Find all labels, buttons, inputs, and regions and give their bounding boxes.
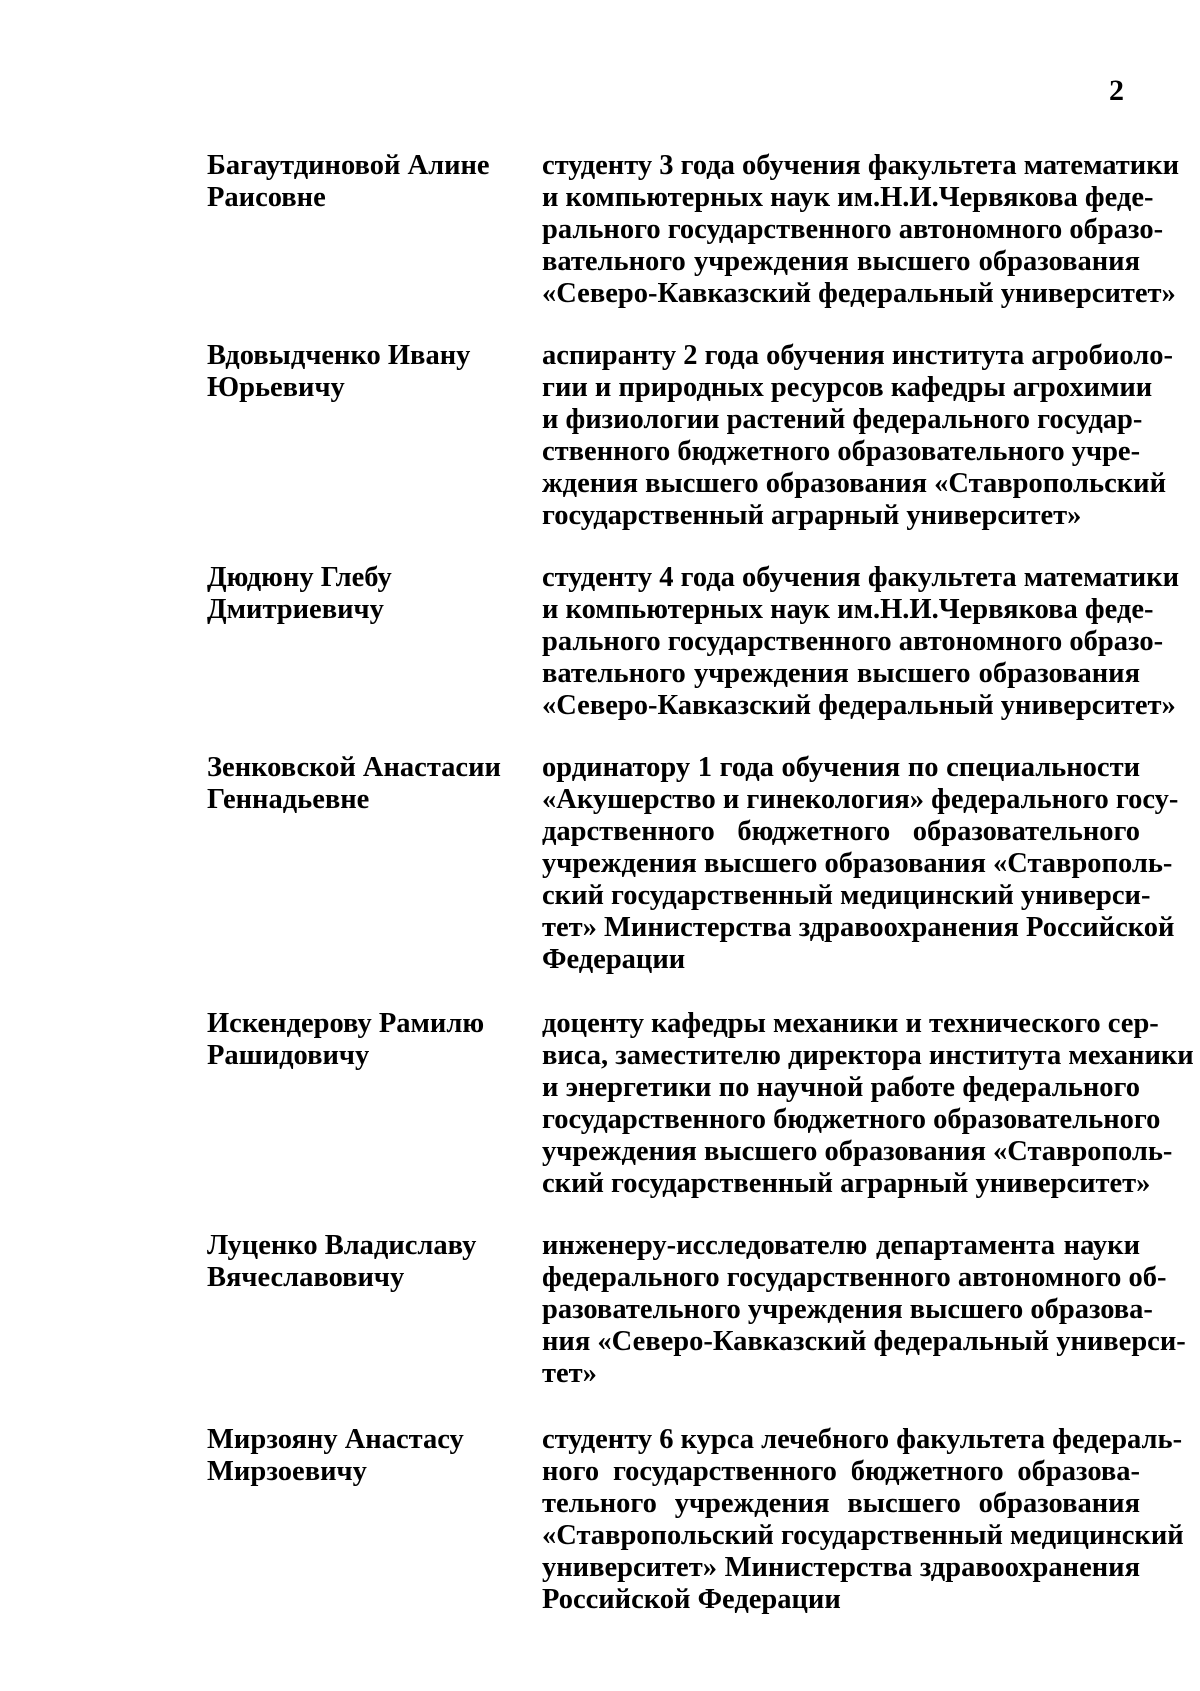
recipient-name-line: Мирзояну Анастасу [207, 1424, 464, 1455]
recipient-name-line: Мирзоевичу [207, 1456, 367, 1487]
description-line: рального государственного автономного образо- [542, 626, 1164, 657]
description-line: и компьютерных наук им.Н.И.Червякова феде- [542, 594, 1154, 625]
recipient-name-line: Дмитриевичу [207, 594, 384, 625]
description-line: государственного бюджетного образовательного [542, 1104, 1161, 1135]
description-line: студенту 4 года обучения факультета математики [542, 562, 1180, 593]
description-line: ординатору 1 года обучения по специальности [542, 752, 1140, 783]
description-line: Российской Федерации [542, 1584, 841, 1615]
description-line: инженеру-исследователю департамента науки [542, 1230, 1140, 1261]
recipient-name-line: Искендерову Рамилю [207, 1008, 485, 1039]
description-line: разовательного учреждения высшего образова- [542, 1294, 1153, 1325]
recipient-name [207, 340, 527, 404]
recipient-name [207, 1424, 527, 1488]
recipient-description [542, 340, 1173, 532]
recipient-name-line: Геннадьевне [207, 784, 370, 815]
description-line: учреждения высшего образования «Ставрополь- [542, 1136, 1173, 1167]
description-line: и физиологии растений федерального государ- [542, 404, 1143, 435]
page-number: 2 [1109, 74, 1124, 107]
description-line: студенту 6 курса лечебного факультета федераль- [542, 1424, 1183, 1455]
recipient-name-line: Раисовне [207, 182, 326, 213]
recipient-description [542, 150, 1180, 310]
recipient-name-line: Вячеславовичу [207, 1262, 405, 1293]
recipient-name [207, 752, 527, 816]
description-line: ждения высшего образования «Ставропольский [542, 468, 1166, 499]
description-line: виса, заместителю директора института механики [542, 1040, 1194, 1071]
description-line: тет» [542, 1358, 597, 1389]
description-line: университет» Министерства здравоохранения [542, 1552, 1140, 1583]
recipient-name-line: Вдовыдченко Ивану [207, 340, 471, 371]
recipient-name-line: Луценко Владиславу [207, 1230, 477, 1261]
description-line: федерального государственного автономного об- [542, 1262, 1167, 1293]
recipient-description [542, 1230, 1186, 1390]
description-line: «Северо-Кавказский федеральный университет» [542, 690, 1176, 721]
description-line: учреждения высшего образования «Ставрополь- [542, 848, 1173, 879]
description-line: государственный аграрный университет» [542, 500, 1082, 531]
recipient-description [542, 1008, 1194, 1200]
description-line: рального государственного автономного образо- [542, 214, 1164, 245]
description-line: тельного учреждения высшего образования [542, 1488, 1140, 1519]
description-line: ский государственный медицинский универси- [542, 880, 1151, 911]
recipient-description [542, 562, 1180, 722]
recipient-name [207, 1230, 527, 1294]
recipient-name-line: Юрьевичу [207, 372, 345, 403]
description-line: ский государственный аграрный университет» [542, 1168, 1151, 1199]
description-line: ственного бюджетного образовательного учре- [542, 436, 1141, 467]
recipient-name-line: Дюдюну Глебу [207, 562, 392, 593]
recipient-name [207, 150, 527, 214]
description-line: тет» Министерства здравоохранения Российской [542, 912, 1175, 943]
recipient-name-line: Багаутдиновой Алине [207, 150, 490, 181]
description-line: вательного учреждения высшего образования [542, 246, 1140, 277]
description-line: «Акушерство и гинекология» федерального госу- [542, 784, 1179, 815]
recipient-description [542, 1424, 1184, 1616]
description-line: и компьютерных наук им.Н.И.Червякова феде- [542, 182, 1154, 213]
description-line: студенту 3 года обучения факультета математики [542, 150, 1180, 181]
description-line: вательного учреждения высшего образования [542, 658, 1140, 689]
description-line: ного государственного бюджетного образова- [542, 1456, 1140, 1487]
description-line: аспиранту 2 года обучения института агробиоло- [542, 340, 1173, 371]
description-line: Федерации [542, 944, 686, 975]
description-line: гии и природных ресурсов кафедры агрохимии [542, 372, 1153, 403]
description-line: и энергетики по научной работе федерального [542, 1072, 1140, 1103]
description-line: доценту кафедры механики и технического сер- [542, 1008, 1159, 1039]
recipient-name [207, 562, 527, 626]
description-line: «Ставропольский государственный медицинский [542, 1520, 1184, 1551]
recipient-name [207, 1008, 527, 1072]
recipient-name-line: Зенковской Анастасии [207, 752, 501, 783]
description-line: ния «Северо-Кавказский федеральный универси- [542, 1326, 1186, 1357]
description-line: дарственного бюджетного образовательного [542, 816, 1140, 847]
description-line: «Северо-Кавказский федеральный университет» [542, 278, 1176, 309]
recipient-name-line: Рашидовичу [207, 1040, 370, 1071]
recipient-description [542, 752, 1179, 976]
